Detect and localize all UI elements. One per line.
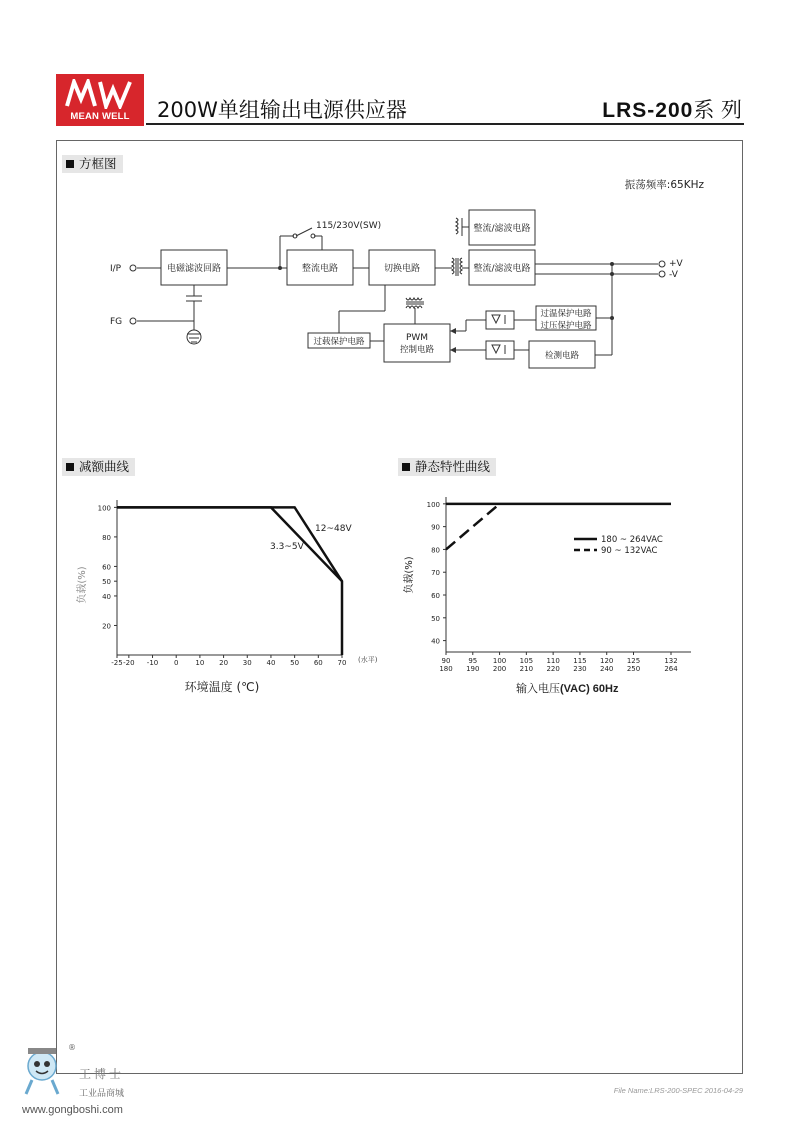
derating-y-tick-label: 50 xyxy=(102,578,111,587)
derating-ylabel: 负载(%) xyxy=(77,566,88,604)
static-x-tick-label: 100 xyxy=(492,657,507,665)
derating-y-tick-label: 100 xyxy=(97,504,111,513)
block-diagram-title: 方框图 xyxy=(62,155,123,173)
static-y-tick-label: 80 xyxy=(431,546,440,555)
derating-x-unit: (水平) xyxy=(358,656,378,664)
static-x-tick-label: 120 xyxy=(600,657,614,665)
rect-filter-top-label: 整流/滤波电路 xyxy=(473,224,531,234)
ovp-label: 过压保护电路 xyxy=(540,321,592,331)
static-x-tick-label: 115 xyxy=(573,657,587,665)
otp-label: 过温保护电路 xyxy=(540,309,592,319)
static-x-tick-label: 110 xyxy=(546,657,560,665)
block-diagram xyxy=(0,0,800,420)
detect-label: 检测电路 xyxy=(544,351,580,361)
static-x-tick-label-230v: 200 xyxy=(492,665,507,673)
derating-xlabel: 环境温度 (℃) xyxy=(184,680,260,694)
series-suffix: 系 列 xyxy=(693,98,742,122)
static-xlabel: 输入电压(VAC) 60Hz xyxy=(516,682,619,695)
static-x-tick-label-230v: 264 xyxy=(664,665,678,673)
static-x-tick-label: 105 xyxy=(519,657,534,665)
plus-v-label: +V xyxy=(669,259,683,269)
static-y-tick-label: 70 xyxy=(431,569,440,578)
derating-x-tick-label: -20 xyxy=(123,659,135,667)
switching-label: 切换电路 xyxy=(383,264,421,274)
derating-legend-3-5: 3.3~5V xyxy=(270,542,304,552)
photocoupler-top xyxy=(486,311,514,329)
pwm-box xyxy=(384,324,450,362)
rectifier-label: 整流电路 xyxy=(301,264,339,274)
derating-y-tick-label: 80 xyxy=(102,533,111,542)
minus-v-label: -V xyxy=(669,270,678,280)
static-x-tick-label-230v: 190 xyxy=(466,665,480,673)
static-x-tick-label-230v: 250 xyxy=(626,665,641,673)
derating-x-tick-label: 30 xyxy=(242,659,252,667)
static-x-tick-label: 95 xyxy=(468,657,478,665)
static-y-tick-label: 100 xyxy=(426,500,440,509)
derating-title: 减额曲线 xyxy=(62,458,135,476)
derating-x-tick-label: -25 xyxy=(111,659,123,667)
static-x-tick-label: 132 xyxy=(664,657,678,665)
ip-label: I/P xyxy=(110,264,122,274)
derating-y-tick-label: 40 xyxy=(102,592,111,601)
derating-x-tick-label: 0 xyxy=(173,659,179,667)
watermark-url: www.gongboshi.com xyxy=(22,1104,123,1116)
watermark-brand: 工博士 xyxy=(79,1067,125,1081)
static-ylabel: 负载(%) xyxy=(404,556,415,594)
derating-x-tick-label: 70 xyxy=(337,659,347,667)
file-name: File Name:LRS-200-SPEC 2016-04-29 xyxy=(613,1086,743,1095)
static-x-tick-label: 90 xyxy=(441,657,451,665)
static-y-tick-label: 40 xyxy=(431,637,440,646)
derating-x-tick-label: 10 xyxy=(195,659,205,667)
logo-text: MEAN WELL xyxy=(70,111,130,122)
model-name: LRS-200 xyxy=(602,99,694,122)
static-legend-180-264: 180 ~ 264VAC xyxy=(601,535,663,545)
watermark-registered: ® xyxy=(68,1043,76,1052)
oscillation-frequency: 振荡频率:65KHz xyxy=(624,179,704,191)
page-title: 200W单组输出电源供应器 xyxy=(157,98,407,122)
derating-x-tick-label: 20 xyxy=(219,659,229,667)
pwm-control-label: 控制电路 xyxy=(399,345,435,355)
photocoupler-bottom xyxy=(486,341,514,359)
static-x-tick-label: 125 xyxy=(626,657,641,665)
static-legend-90-132: 90 ~ 132VAC xyxy=(601,546,658,556)
emi-filter-label: 电磁滤波回路 xyxy=(166,264,222,274)
static-x-tick-label-230v: 220 xyxy=(546,665,560,673)
derating-x-tick-label: 60 xyxy=(313,659,323,667)
static-y-tick-label: 50 xyxy=(431,614,440,623)
derating-x-tick-label: -10 xyxy=(146,659,159,667)
derating-x-tick-label: 50 xyxy=(290,659,300,667)
switch-label: 115/230V(SW) xyxy=(316,221,382,231)
watermark-subtitle: 工业品商城 xyxy=(79,1089,125,1099)
static-title: 静态特性曲线 xyxy=(398,458,496,476)
overload-label: 过载保护电路 xyxy=(313,337,365,347)
static-x-tick-label-230v: 230 xyxy=(573,665,587,673)
static-y-tick-label: 60 xyxy=(431,592,440,601)
derating-y-tick-label: 60 xyxy=(102,563,111,572)
derating-legend-12-48: 12~48V xyxy=(315,524,352,534)
derating-x-tick-label: 40 xyxy=(266,659,276,667)
pwm-label: PWM xyxy=(405,333,429,343)
static-x-tick-label-230v: 180 xyxy=(439,665,453,673)
static-y-tick-label: 90 xyxy=(431,523,440,532)
fg-label: FG xyxy=(110,317,123,327)
static-x-tick-label-230v: 240 xyxy=(600,665,614,673)
rect-filter-main-label: 整流/滤波电路 xyxy=(473,264,531,274)
static-x-tick-label-230v: 210 xyxy=(519,665,534,673)
derating-y-tick-label: 20 xyxy=(102,622,111,631)
